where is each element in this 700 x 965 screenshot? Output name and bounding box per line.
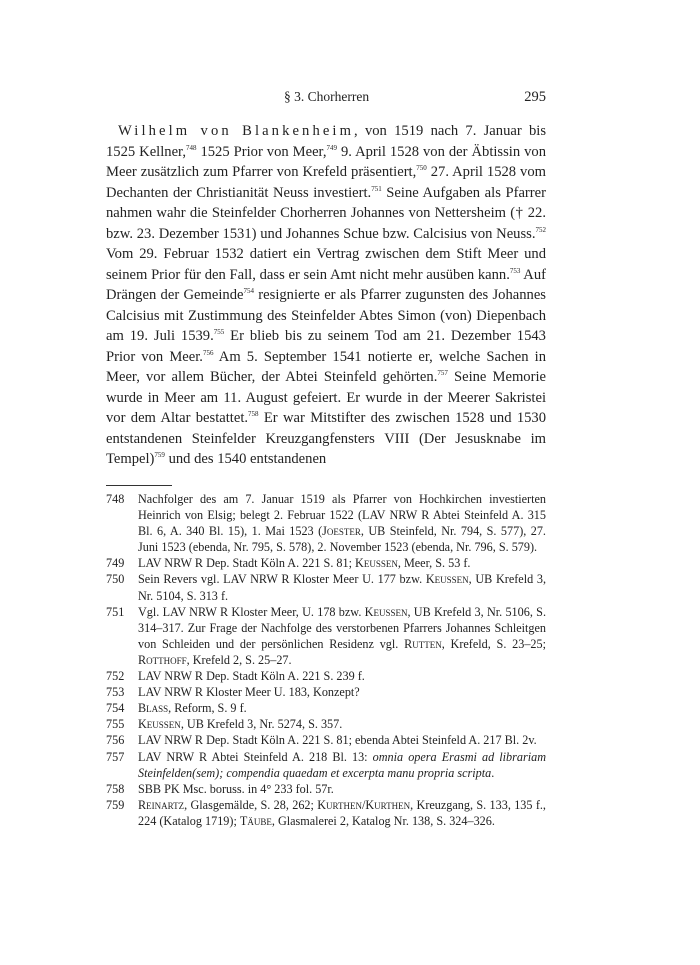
footnote-753 <box>106 684 546 700</box>
footnote-text: Blass, Reform, S. 9 f. <box>138 701 247 716</box>
footnote-text: LAV NRW R Kloster Meer U. 183, Konzept? <box>138 685 360 700</box>
footnote-text: LAV NRW R Abtei Steinfeld A. 218 Bl. 13: omnia opera Erasmi ad librariam Steinfelden(sem); compendia quaedam et excerpta manu propria scripta. <box>138 749 547 780</box>
footnote-number: 754 <box>106 701 125 716</box>
footnote-text: Keussen, UB Krefeld 3, Nr. 5274, S. 357. <box>138 717 343 732</box>
footnote-number: 756 <box>106 733 125 748</box>
footnote-ref[interactable]: 758 <box>248 410 259 418</box>
main-text <box>106 121 546 470</box>
footnote-ref[interactable]: 759 <box>154 451 165 459</box>
footnote-754 <box>106 700 546 716</box>
footnote-text: Reinartz, Glasgemälde, S. 28, 262; Kurthen/Kurthen, Kreuzgang, S. 133, 135 f., 224 (Katalog 1719); Täube, Glasmalerei 2, Katalog Nr. 138, S. 324–326. <box>138 797 546 828</box>
page-number: 295 <box>524 89 546 105</box>
footnote-ref[interactable]: 753 <box>509 266 521 275</box>
footnote-number: 749 <box>106 556 125 571</box>
footnote-text: LAV NRW R Dep. Stadt Köln A. 221 S. 239 f. <box>138 669 365 684</box>
footnote-757 <box>106 749 546 781</box>
footnote-759 <box>106 797 546 829</box>
footnote-750 <box>106 571 546 603</box>
running-header <box>106 89 546 109</box>
footnote-text: Sein Revers vgl. LAV NRW R Kloster Meer U. 177 bzw. Keussen, UB Krefeld 3, Nr. 5104, S. 313 f. <box>138 572 546 603</box>
footnote-755 <box>106 716 546 732</box>
footnote-ref[interactable]: 757 <box>437 369 448 377</box>
footnote-number: 748 <box>106 492 125 506</box>
footnote-rule <box>106 485 172 486</box>
section-title: § 3. Chorherren <box>284 89 370 104</box>
footnote-ref[interactable]: 754 <box>243 287 254 295</box>
footnote-number: 753 <box>106 685 125 700</box>
footnote-number: 752 <box>106 669 125 684</box>
footnote-number: 757 <box>106 749 125 764</box>
footnote-ref[interactable]: 752 <box>535 225 546 234</box>
footnote-number: 758 <box>106 781 125 796</box>
footnote-number: 755 <box>106 717 125 732</box>
footnotes <box>106 491 546 829</box>
footnote-752 <box>106 668 546 684</box>
footnote-749 <box>106 555 546 571</box>
footnote-number: 750 <box>106 572 125 587</box>
footnote-ref[interactable]: 749 <box>326 143 337 152</box>
footnote-ref[interactable]: 751 <box>371 184 382 193</box>
footnote-text: LAV NRW R Dep. Stadt Köln A. 221 S. 81; Keussen, Meer, S. 53 f. <box>138 556 471 571</box>
footnote-ref[interactable]: 750 <box>416 164 427 172</box>
footnote-text: Vgl. LAV NRW R Kloster Meer, U. 178 bzw. Keussen, UB Krefeld 3, Nr. 5106, S. 314–317. Zur Frage der Nachfolge des verstorbenen Pfarrers Johannes Schleitgen von Schleiden und der persönlichen Residenz vgl. Rutten, Krefeld, S. 23–25; Rotthoff, Krefeld 2, S. 25–27. <box>138 604 546 667</box>
footnote-ref[interactable]: 748 <box>185 143 197 152</box>
footnote-748 <box>106 491 546 555</box>
person-name: Wilhelm von Blankenheim <box>118 123 355 139</box>
footnote-758 <box>106 781 546 797</box>
biography-paragraph: Wilhelm von Blankenheim, von 1519 nach 7. Januar bis 1525 Kellner,$^{748}$ 1525 Prior von Meer,$^{749}$ 9. April 1528 von der Äbtissin von Meer zusätzlich zum Pfarrer von Krefeld präsentiert,$^{750}$ 27. April 1528 vom Dechanten der Christianität Neuss investiert.$^{751}$ Seine Aufgaben als Pfarrer nahmen wahr die Steinfelder Chorherren Johannes von Nettersheim († 22. bzw. 23. Dezember 1531) und Johannes Schue bzw. Calcisius von Neuss.$^{752}$ Vom 29. Februar 1532 datiert ein Vertrag zwischen dem Stift Meer und seinem Prior für den Fall, dass er sein Amt nicht mehr ausüben kann.$^{753}$ Auf Drängen der Gemeinde$^{754}$ resignierte er als Pfarrer zugunsten des Johannes Calcisius mit Zustimmung des Steinfelder Abtes Simon (von) Diepenbach am 19. Juli 1539.$^{755}$ Er blieb bis zu seinem Tod am 21. Dezember 1543 Prior von Meer.$^{756}$ Am 5. September 1541 notierte er, welche Sachen in Meer, vor allem Bücher, der Abtei Steinfeld gehörten.$^{757}$ Seine Memorie wurde in Meer am 11. August gefeiert. Er wurde in der Meerer Sakristei vor dem Altar bestattet.$^{758}$ Er war Mitstifter des zwischen 1528 und 1530 entstandenen Steinfelder Kreuzgangfensters VIII (Der Jesusknabe im Tempel)$^{759}$ und des 1540 entstandenen <box>106 123 547 467</box>
footnote-text: Nachfolger des am 7. Januar 1519 als Pfarrer von Hochkirchen investierten Heinrich von Elsig; belegt 2. Februar 1522 (LAV NRW R Abtei Steinfeld A. 315 Bl. 6, A. 340 Bl. 15), 1. Mai 1523 (Joester, UB Steinfeld, Nr. 794, S. 577), 27. Juni 1523 (ebenda, Nr. 795, S. 578), 2. November 1523 (ebenda, Nr. 796, S. 579). <box>138 492 546 555</box>
footnote-number: 759 <box>106 797 125 812</box>
footnote-text: SBB PK Msc. boruss. in 4° 233 fol. 57r. <box>138 781 334 796</box>
footnote-751 <box>106 604 546 668</box>
footnote-ref[interactable]: 756 <box>202 348 214 357</box>
footnote-756 <box>106 732 546 748</box>
footnote-text: LAV NRW R Dep. Stadt Köln A. 221 S. 81; ebenda Abtei Steinfeld A. 217 Bl. 2v. <box>138 733 537 748</box>
footnote-ref[interactable]: 755 <box>213 328 225 336</box>
footnote-number: 751 <box>106 604 125 619</box>
